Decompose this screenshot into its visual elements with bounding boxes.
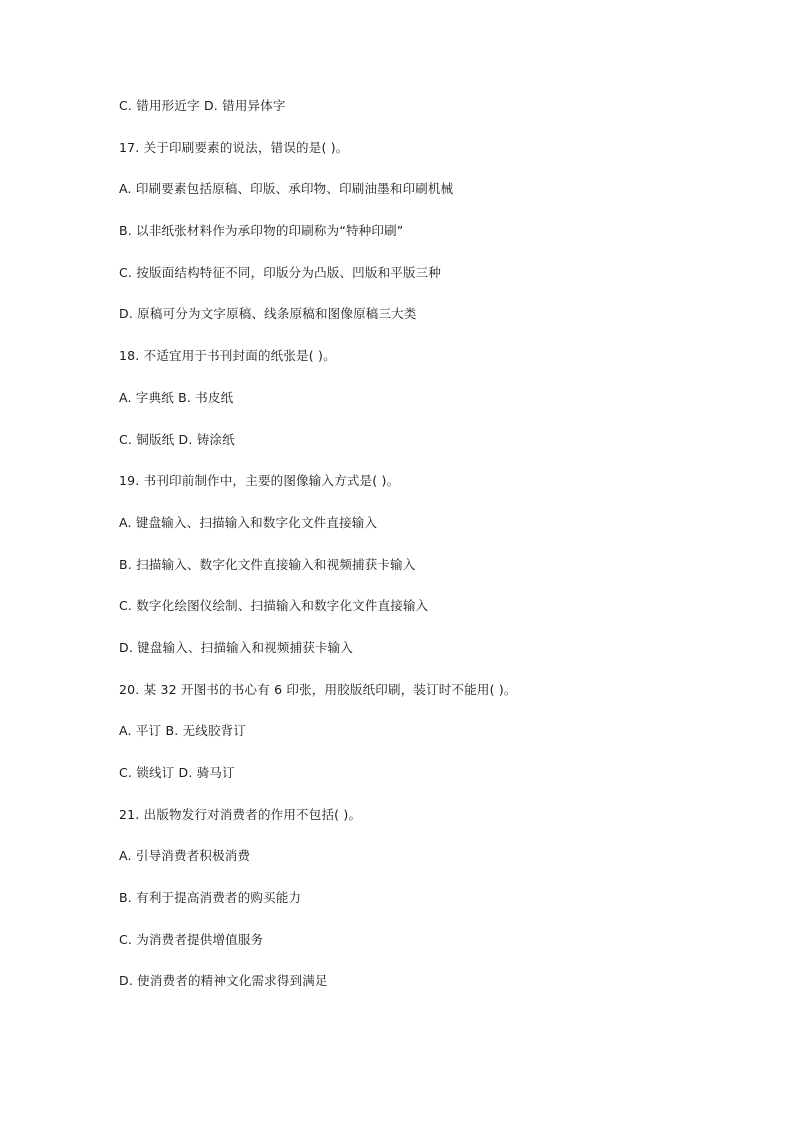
question-18: 18. 不适宜用于书刊封面的纸张是( )。: [119, 348, 336, 364]
option-19-b: B. 扫描输入、数字化文件直接输入和视频捕获卡输入: [119, 556, 416, 572]
option-18-ab: A. 字典纸 B. 书皮纸: [119, 389, 234, 405]
option-line-16-cd: C. 错用形近字 D. 错用异体字: [119, 98, 286, 113]
question-20: 20. 某 32 开图书的书心有 6 印张，用胶版纸印刷，装订时不能用( )。: [119, 681, 517, 697]
question-21: 21. 出版物发行对消费者的作用不包括( )。: [119, 806, 362, 822]
option-18-cd: C. 铜版纸 D. 铸涂纸: [119, 431, 235, 447]
option-17-d: D. 原稿可分为文字原稿、线条原稿和图像原稿三大类: [119, 306, 417, 322]
option-20-cd: C. 锁线订 D. 骑马订: [119, 765, 235, 780]
question-19: 19. 书刊印前制作中，主要的图像输入方式是( )。: [119, 473, 400, 489]
option-19-c: C. 数字化绘图仪绘制、扫描输入和数字化文件直接输入: [119, 598, 429, 614]
option-21-a: A. 引导消费者积极消费: [119, 848, 251, 864]
option-17-b: B. 以非纸张材料作为承印物的印刷称为“特种印刷”: [119, 223, 404, 239]
option-19-d: D. 键盘输入、扫描输入和视频捕获卡输入: [119, 639, 354, 655]
option-20-ab: A. 平订 B. 无线胶背订: [119, 723, 247, 739]
option-19-a: A. 键盘输入、扫描输入和数字化文件直接输入: [119, 514, 378, 530]
question-17: 17. 关于印刷要素的说法，错误的是( )。: [119, 139, 349, 155]
option-21-c: C. 为消费者提供增值服务: [119, 931, 264, 947]
option-21-b: B. 有利于提高消费者的购买能力: [119, 890, 302, 906]
option-17-a: A. 印刷要素包括原稿、印版、承印物、印刷油墨和印刷机械: [119, 181, 454, 197]
option-17-c: C. 按版面结构特征不同，印版分为凸版、凹版和平版三种: [119, 264, 442, 280]
option-21-d: D. 使消费者的精神文化需求得到满足: [119, 973, 328, 989]
question-text-block: [119, 97, 759, 1014]
